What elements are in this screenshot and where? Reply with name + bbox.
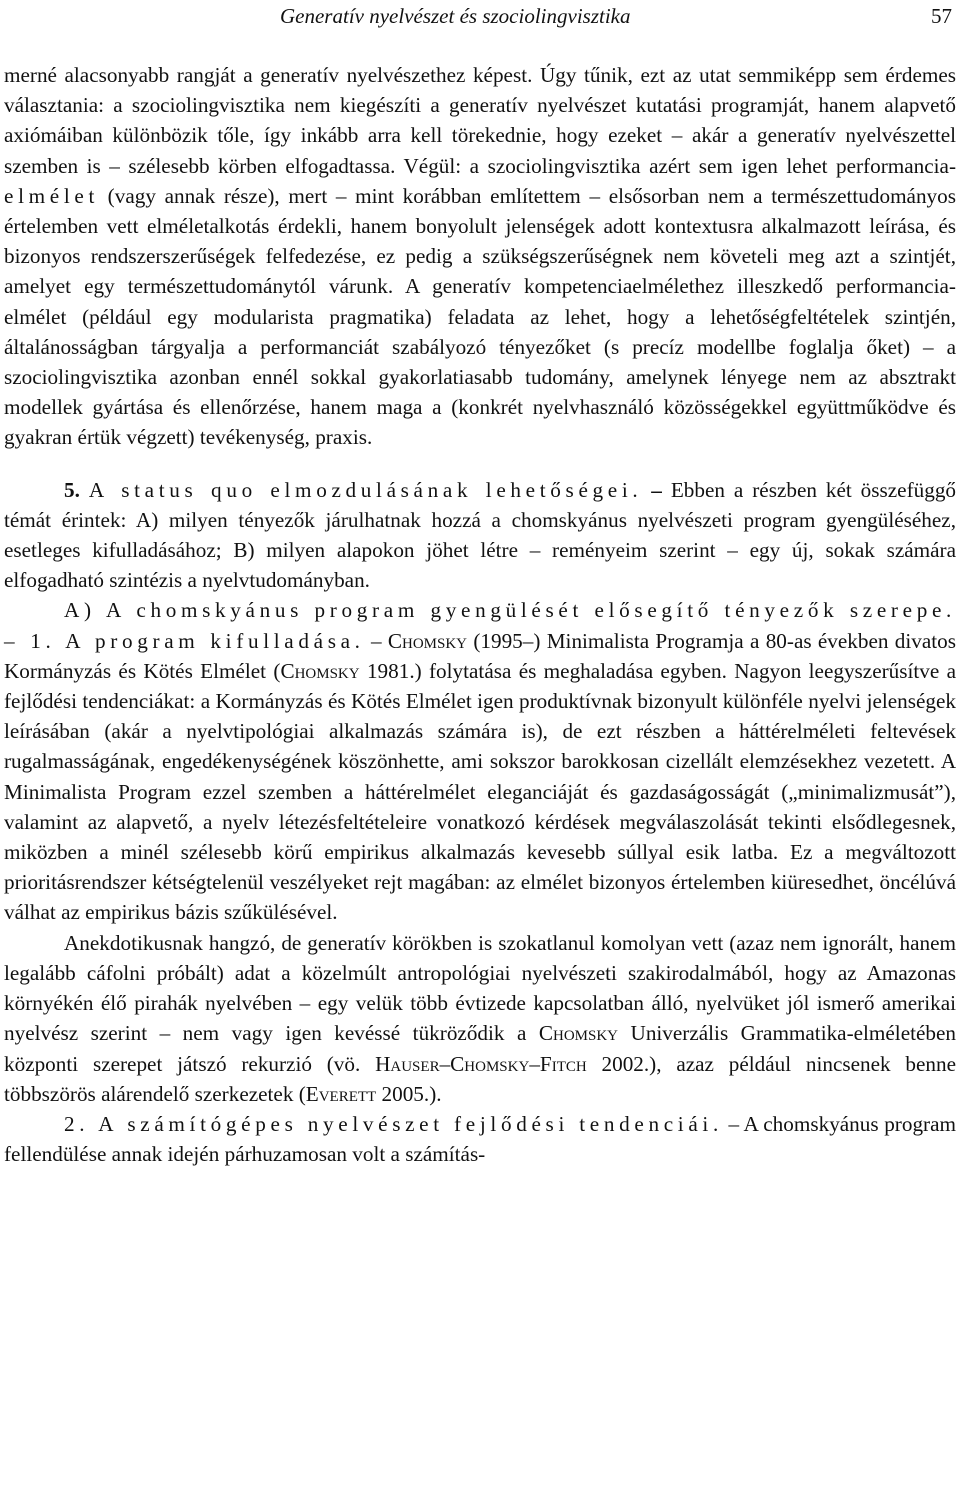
subsection-a-title: A) A chomskyánus program gyengülését elősegítő tényezők szerepe.: [64, 598, 956, 623]
paragraph-1-text-b: (vagy annak része), mert – mint korábban említettem – elsősorban nem a természettudományos értelemben vett elméletalkotás érdekli, hanem bonyolult jelenségek adott kontextusra alkalmazott leírása, és bizonyos rendszerszerűségek felfedezése, ez pedig a szükségszerűségnek nem követeli meg azt a szintjét, amelyet egy természettudománytól várunk. A generatív kompetenciaelmélethez illeszkedő performancia-elmélet (például egy modularista pragmatika) feladata az lehet, hogy a lehetőségfeltételek szintjén, általánosságban tárgyalja a performanciát szabályozó tényezőket (s precíz modellbe foglalja őket) – a szociolingvisztika azonban ennél sokkal gyakorlatiasabb tudomány, amelynek lényege nem az absztrakt modellek gyártása és ellenőrzése, hanem maga a (konkrét nyelvhasználó közösségekkel együttműködve és gyakran értük végzett) tevékenység, praxis.: [4, 183, 956, 450]
section-5-text: Ebben a részben két összefüggő témát érintek: A) milyen tényezők járulhatnak hozzá a chomskyánus nyelvészeti program gyengüléséhez, esetleges kifulladásához; B) milyen alapokon jöhet létre – reményeim szerint – egy új, sokak számára elfogadható szintézis a nyelvtudományban.: [4, 477, 957, 593]
author-everett: Everett: [305, 1081, 377, 1106]
section-5-title: A status quo elmozdulásának lehetőségei.: [88, 477, 643, 502]
subsection-a-1-title: – 1. A program kifulladása.: [4, 628, 365, 653]
author-chomsky-2: Chomsky: [280, 658, 360, 683]
paragraph-1: [4, 60, 956, 453]
paragraph-3-text-a: Anekdotikusnak hangzó, de generatív körökben is szokatlanul komolyan vett (azaz nem ignorált, hanem legalább cáfolni próbált) adat a közelmúlt antropológiai nyelvészeti szakirodalmából, hogy az Amazonas környékén élő pirahák nyelvében – egy velük több évtizede kapcsolatban álló, nyelvüket jól ismerő amerikai nyelvész szerint – nem vagy igen kevéssé tükröződik a: [4, 930, 956, 1046]
author-separator-1: –: [439, 1051, 451, 1076]
running-header: [0, 2, 960, 32]
section-2-text: A chomskyánus program fellendülése annak idején párhuzamosan volt a számítás-: [4, 1111, 956, 1167]
author-chomsky-3: Chomsky: [538, 1021, 619, 1046]
author-fitch: Fitch: [539, 1051, 587, 1076]
paragraph-3-text-d: 2002.), azaz például nincsenek benne többszörös alárendelő szerkezetek (: [4, 1051, 957, 1106]
paragraph-1-text-a: merné alacsonyabb rangját a generatív nyelvészethez képest. Úgy tűnik, ezt az utat semmiképp sem érdemes választania: a szociolingvisztika nem kiegészíti a generatív nyelvészet kutatási programját, hanem alapvető axiómáiban különbözik tőle, így inkább arra kell törekednie, hogy ezeket – akár a generatív nyelvészettel szemben is – szélesebb körben elfogadtassa. Végül: a szociolingvisztika azért sem igen lehet performancia-: [4, 63, 956, 178]
subsection-a-paragraph: [4, 595, 956, 927]
subsection-a-text-2: 1981.) folytatása és meghaladása egyben. Nagyon leegyszerűsítve a fejlődési tendenciákat: a Kormányzás és Kötés Elmélet igen produktívnak bizonyult különféle nyelvi jelenségek leírásában (akár a nyelvtipológiai alkalmazás számára is), de ezt részben a háttérelméleti feltevések rugalmasságának, engedékenységének köszönhette, ami sokszor barokkosan cizellált elemzésekhez vezetett. A Minimalista Program ezzel szemben a háttérelmélet eleganciáját és gazdaságosságát („minimalizmusát”), valamint az alapvető, a nyelv létezésfeltételeire vonatkozó kérdések megválaszolását tekinti elsődlegesnek, miközben a minél szélesebb körű empirikus alkalmazás kevesebb súllyal esik latba. Ez a megváltozott prioritásrendszer kétségtelenül veszélyeket rejt magában: az elmélet bizonyos értelemben kiüresedhet, öncélúvá válhat az empirikus bázis szűkülésével.: [4, 658, 957, 925]
subsection-a-dash: –: [364, 628, 388, 653]
body-text: [4, 60, 956, 1169]
subsection-a-text-1: (1995–) Minimalista Programja a 80-as években divatos Kormányzás és Kötés Elmélet (: [4, 628, 957, 683]
author-hauser: Hauser: [375, 1051, 440, 1076]
section-5-dash: –: [642, 477, 671, 502]
section-5-paragraph: [4, 475, 956, 596]
paragraph-3-text-b: Univerzális Grammatika-elméletében központi szerepet játszó rekurzió (vö.: [4, 1021, 956, 1076]
author-chomsky-4: Chomsky: [450, 1051, 530, 1076]
section-5-number: 5.: [64, 477, 80, 502]
section-2-dash: –: [722, 1111, 744, 1136]
emphasis-elmelet: elmélet: [4, 183, 99, 208]
author-separator-2: –: [529, 1051, 540, 1076]
section-2-title: 2. A számítógépes nyelvészet fejlődési tendenciái.: [64, 1111, 723, 1136]
page-number: 57: [931, 4, 952, 28]
section-2-paragraph: [4, 1109, 956, 1169]
paragraph-3-text-e: 2005.).: [376, 1081, 442, 1106]
running-title: Generatív nyelvészet és szociolingvisztika: [280, 4, 631, 28]
author-chomsky-1: Chomsky: [387, 628, 468, 653]
paragraph-3: [4, 928, 956, 1109]
